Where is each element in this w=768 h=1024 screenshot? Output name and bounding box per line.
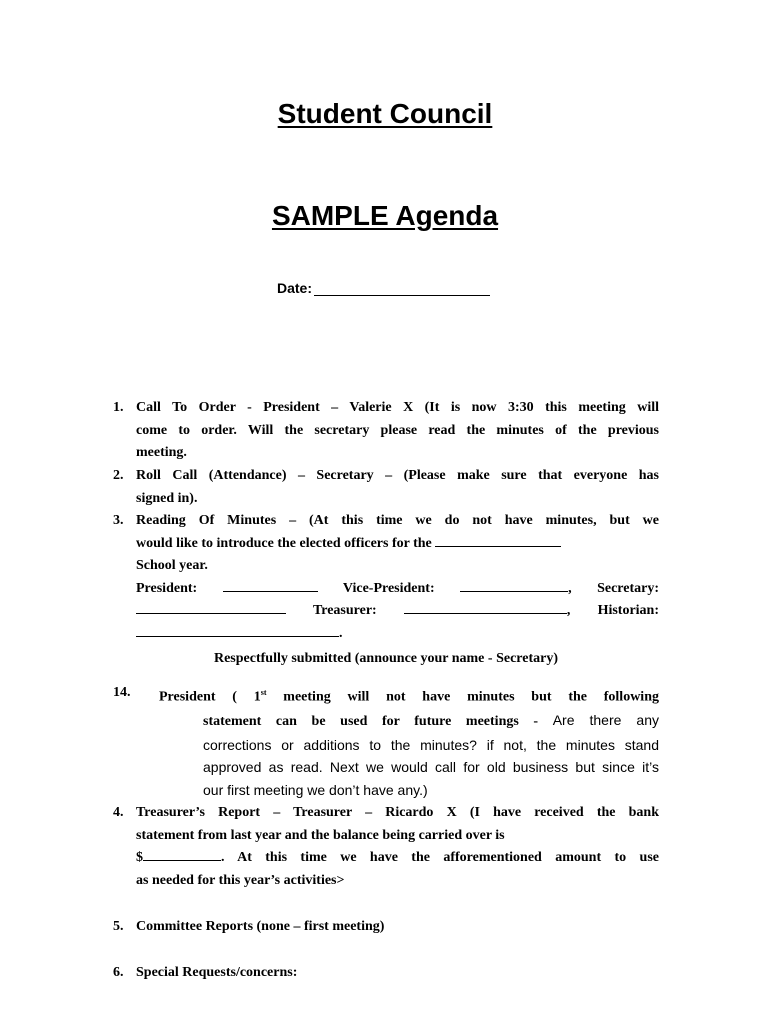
- item-text: approved as read. Next we would call for old business but since it’s: [203, 759, 659, 776]
- item-text: signed in).: [136, 490, 198, 506]
- date-label: Date:: [277, 280, 313, 296]
- item-text: [136, 533, 659, 556]
- agenda-item-5: [113, 916, 659, 939]
- agenda-item-6: [113, 962, 659, 985]
- president-label: President:: [136, 580, 198, 596]
- vice-president-label: Vice-President:: [342, 580, 435, 596]
- item-text: School year.: [136, 558, 208, 573]
- agenda-item-14: [113, 682, 659, 801]
- officer-line: [136, 623, 659, 646]
- submitted-text: Respectfully submitted (announce your name - Secretary): [213, 651, 558, 666]
- item-text: statement from last year and the balance being carried over is: [136, 827, 505, 843]
- item-text-part: President ( 1: [159, 689, 261, 705]
- item-text: our first meeting we don’t have any.): [203, 781, 428, 798]
- treasurer-label: Treasurer:: [312, 603, 377, 618]
- item-text-part: meeting will not have minutes but the following: [283, 689, 659, 705]
- agenda-item-4: [113, 802, 659, 892]
- item-text: corrections or additions to the minutes? if not, the minutes stand: [203, 736, 659, 753]
- item-number: 2.: [113, 468, 124, 483]
- agenda-item-3: [113, 510, 659, 645]
- treasurer-blank[interactable]: [404, 600, 567, 614]
- item-text-part: Are there any: [552, 712, 659, 729]
- balance-blank[interactable]: [143, 847, 221, 861]
- superscript: st: [260, 688, 267, 697]
- historian-blank[interactable]: [136, 623, 339, 637]
- period: .: [339, 625, 343, 641]
- item-text: [136, 847, 659, 870]
- officer-line: [136, 600, 659, 623]
- item-text: Call To Order - President – Valerie X (It is now 3:30 this meeting will: [136, 400, 659, 415]
- item-text: Reading Of Minutes – (At this time we do not have minutes, but we: [136, 513, 659, 528]
- secretary-blank[interactable]: [136, 600, 286, 614]
- item-text: Special Requests/concerns:: [136, 965, 298, 980]
- officer-line: [136, 578, 659, 601]
- item-text: come to order. Will the secretary please read the minutes of the previous: [136, 422, 659, 438]
- item-number: 4.: [113, 805, 124, 820]
- agenda-item-2: [113, 465, 659, 510]
- date-blank[interactable]: [314, 281, 490, 296]
- item-text: [203, 709, 659, 734]
- item-text-part: would like to introduce the elected officers for the: [136, 535, 432, 551]
- item-number: 14.: [113, 685, 131, 700]
- historian-label: , Historian:: [566, 603, 660, 618]
- page-subtitle: SAMPLE Agenda: [271, 200, 499, 231]
- agenda-item-1: [113, 397, 659, 465]
- item-number: 6.: [113, 965, 124, 980]
- submitted-line: [113, 648, 659, 671]
- item-text: meeting.: [136, 445, 187, 460]
- president-blank[interactable]: [223, 578, 318, 592]
- item-text: as needed for this year’s activities>: [136, 872, 345, 888]
- secretary-label: , Secretary:: [568, 580, 659, 596]
- item-number: 3.: [113, 513, 124, 528]
- vice-president-blank[interactable]: [460, 578, 568, 592]
- item-text-part: . At this time we have the afforementioned amount to use: [221, 850, 659, 865]
- officers-year-blank[interactable]: [435, 533, 561, 547]
- dollar-sign: $: [136, 850, 143, 865]
- item-text-part: statement can be used for future meetings -: [203, 714, 553, 730]
- page-title: Student Council: [277, 98, 493, 129]
- date-field: [277, 280, 490, 296]
- item-number: 5.: [113, 919, 124, 934]
- item-text: Committee Reports (none – first meeting): [136, 919, 385, 934]
- item-text: [159, 682, 659, 709]
- item-number: 1.: [113, 400, 124, 415]
- item-text: Roll Call (Attendance) – Secretary – (Please make sure that everyone has: [136, 468, 659, 483]
- item-text: Treasurer’s Report – Treasurer – Ricardo X (I have received the bank: [136, 805, 659, 820]
